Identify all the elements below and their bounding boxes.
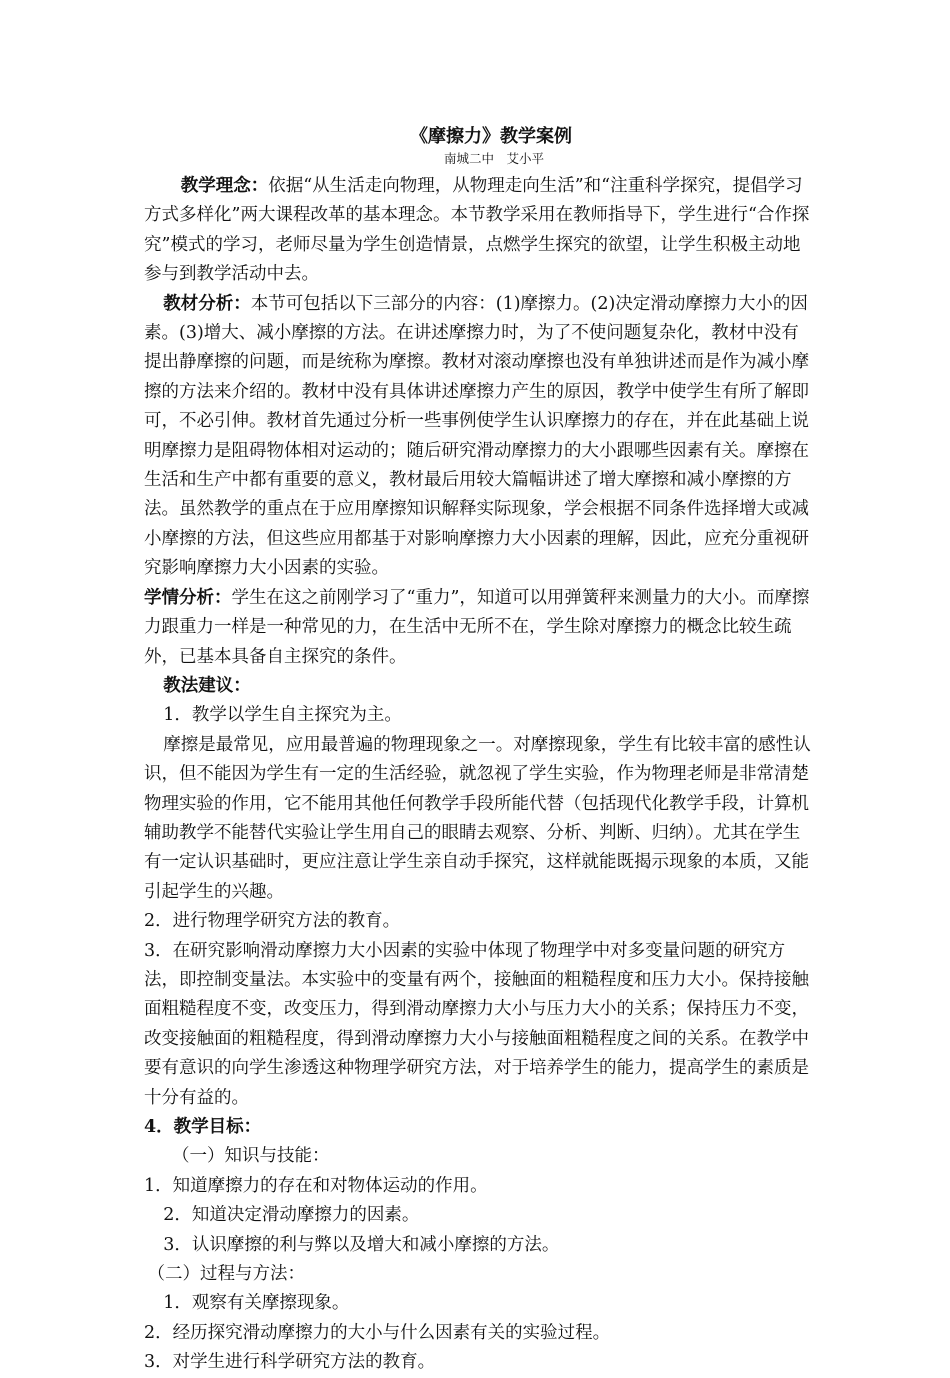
- method-item-1: 1．教学以学生自主探究为主。: [163, 705, 402, 726]
- knowledge-item: 2．知道决定滑动摩擦力的因素。: [163, 1205, 420, 1226]
- knowledge-item: 1．知道摩擦力的存在和对物体运动的作用。: [144, 1175, 488, 1196]
- knowledge-item: 3．认识摩擦的利与弊以及增大和减小摩擦的方法。: [163, 1234, 560, 1255]
- students-paragraph: [144, 584, 814, 672]
- concept-label: 教学理念：: [180, 176, 269, 196]
- process-label: （二）过程与方法：: [147, 1264, 305, 1285]
- students-label: 学情分析：: [144, 587, 232, 608]
- document-page: [144, 124, 814, 1378]
- method-paragraph: 摩擦是最常见，应用最普遍的物理现象之一。对摩擦现象，学生有比较丰富的感性认识，但不能因为学生有一定的生活经验，就忽视了学生实验，作为物理老师是非常清楚物理实验的作用，它不能用其他任何教学手段所能代替（包括现代化教学手段，计算机辅助教学不能替代实验让学生用自己的眼睛去观察、分析、判断、归纳）。尤其在学生有一定认识基础时，更应注意让学生亲自动手探究，这样就能既揭示现象的本质，又能引起学生的兴趣。: [144, 734, 811, 902]
- goals-label: 4．教学目标：: [144, 1117, 262, 1137]
- method-item-3: 3．在研究影响滑动摩擦力大小因素的实验中体现了物理学中对多变量问题的研究方法，即控制变量法。本实验中的变量有两个，接触面的粗糙程度和压力大小。保持接触面粗糙程度不变，改变压力，得到滑动摩擦力大小与压力大小的关系；保持压力不变，改变接触面的粗糙程度，得到滑动摩擦力大小与接触面粗糙程度之间的关系。在教学中要有意识的向学生渗透这种物理学研究方法，对于培养学生的能力，提高学生的素质是十分有益的。: [144, 940, 809, 1108]
- method-label: 教法建议：: [163, 675, 251, 696]
- material-paragraph: [144, 290, 814, 584]
- method-item-2: 2．进行物理学研究方法的教育。: [144, 911, 401, 932]
- concept-paragraph: [144, 172, 814, 290]
- process-item: 3．对学生进行科学研究方法的教育。: [144, 1352, 436, 1373]
- page-title: 《摩擦力》教学案例: [410, 126, 572, 147]
- concept-text: 依据“从生活走向物理，从物理走向生活”和“注重科学探究，提倡学习方式多样化”两大课程改革的基本理念。本节教学采用在教师指导下，学生进行“合作探究”模式的学习，老师尽量为学生创造情景，点燃学生探究的欲望，让学生积极主动地参与到教学活动中去。: [144, 176, 810, 285]
- author-line: 南城二中 艾小平: [443, 151, 544, 166]
- material-label: 教材分析：: [163, 293, 251, 314]
- knowledge-label: （一）知识与技能：: [172, 1146, 330, 1167]
- students-text: 学生在这之前刚学习了“重力”，知道可以用弹簧秤来测量力的大小。而摩擦力跟重力一样是一种常见的力，在生活中无所不在，学生除对摩擦力的概念比较生疏外，已基本具备自主探究的条件。: [144, 587, 810, 667]
- process-item: 1．观察有关摩擦现象。: [163, 1293, 350, 1314]
- material-text: 本节可包括以下三部分的内容：(1)摩擦力。(2)决定滑动摩擦力大小的因素。(3)增大、减小摩擦的方法。在讲述摩擦力时，为了不使问题复杂化，教材中没有提出静摩擦的问题，而是统称为摩擦。教材对滚动摩擦也没有单独讲述而是作为减小摩擦的方法来介绍的。教材中没有具体讲述摩擦力产生的原因，教学中使学生有所了解即可，不必引伸。教材首先通过分析一些事例使学生认识摩擦力的存在，并在此基础上说明摩擦力是阻碍物体相对运动的；随后研究滑动摩擦力的大小跟哪些因素有关。摩擦在生活和生产中都有重要的意义，教材最后用较大篇幅讲述了增大摩擦和减小摩擦的方法。虽然教学的重点在于应用摩擦知识解释实际现象，学会根据不同条件选择增大或减小摩擦的方法，但这些应用都基于对影响摩擦力大小因素的理解，因此，应充分重视研究影响摩擦力大小因素的实验。: [144, 293, 809, 579]
- process-item: 2．经历探究滑动摩擦力的大小与什么因素有关的实验过程。: [144, 1322, 611, 1343]
